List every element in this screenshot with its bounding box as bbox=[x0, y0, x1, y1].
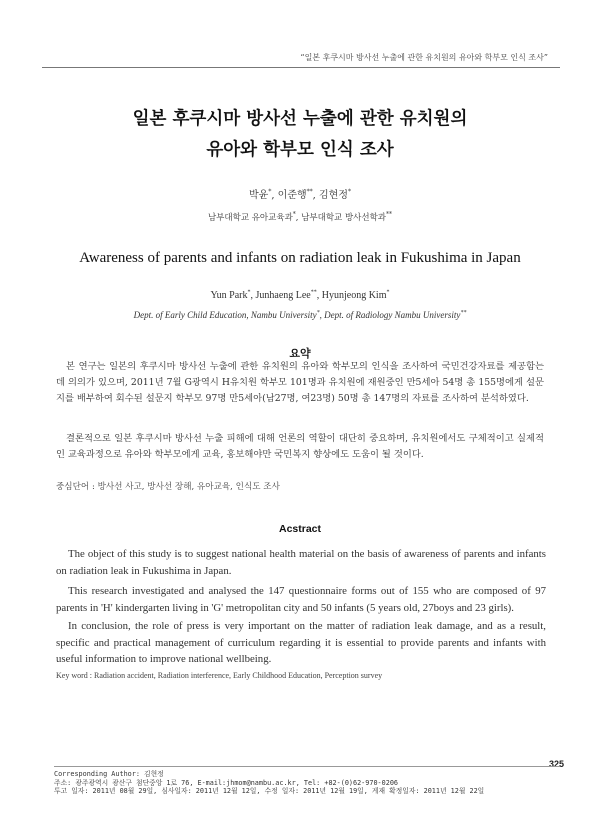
author-name: 김현정 bbox=[319, 190, 348, 201]
affiliation-1: Dept. of Early Child Education, Nambu University bbox=[133, 310, 317, 320]
affiliation-2: Dept. of Radiology Nambu University bbox=[324, 310, 461, 320]
abstract-english-paragraph-3: In conclusion, the role of press is very important on the matter of radiation leak damage, and as a result, specific and practical management of curriculum regarding it is essential to provide parents and infants with useful information to improve national wellbeing. bbox=[56, 620, 546, 665]
author-name: Hyunjeong Kim bbox=[321, 290, 387, 301]
author-mark: * bbox=[386, 289, 390, 296]
header-rule bbox=[42, 67, 560, 68]
authors-english bbox=[0, 290, 600, 301]
corresponding-author: Corresponding Author: 김현정 bbox=[54, 770, 164, 778]
author-mark: * bbox=[247, 289, 251, 296]
abstract-korean-paragraph-2: 결론적으로 일본 후쿠시마 방사선 누출 피해에 대해 언론의 역할이 대단히 중요하며, 유치원에서도 구체적이고 실제적인 교육과정으로 유아와 학부모에게 교육, 홍보해야만 국민복지 향상에도 도움이 될 것이다. bbox=[56, 433, 544, 460]
affiliation-mark: * bbox=[292, 211, 296, 219]
abstract-korean-paragraph-1: 본 연구는 일본의 후쿠시마 방사선 누출에 관한 유치원의 유아와 학부모의 인식을 조사하여 국민건강자료를 제공함는데 의의가 있으며, 2011년 7월 G광역시 H유치원 학부모 101명과 유치원에 재원중인 만5세아 54명 총 155명에게 설문지를 배부하여 회수된 설문지 학부모 97명 만5세아(남27명, 여23명) 50명 총 147명의 자료를 조사하여 분석하였다. bbox=[56, 361, 544, 404]
affiliation-separator: , bbox=[319, 310, 325, 320]
author-mark: * bbox=[268, 188, 272, 196]
author-separator: , bbox=[316, 290, 322, 301]
abstract-english-paragraph-2: This research investigated and analysed the 147 questionnaire forms out of 155 who are composed of 97 parents in 'H' kindergarten living in 'G' metropolitan city and 50 infants (5 years old, 27boys and 23 girls). bbox=[56, 585, 546, 614]
affiliations-english bbox=[0, 310, 600, 320]
author-separator: , bbox=[271, 190, 278, 201]
title-ko-line-2: 유아와 학부모 인식 조사 bbox=[206, 140, 394, 160]
author-name: Junhaeng Lee bbox=[255, 290, 311, 301]
affiliations-korean bbox=[0, 211, 600, 223]
author-mark: ** bbox=[306, 188, 313, 196]
author-name: 박윤 bbox=[248, 190, 269, 201]
author-mark: ** bbox=[310, 289, 317, 296]
authors-korean bbox=[0, 186, 600, 201]
page-number: 325 bbox=[548, 759, 564, 769]
paper-title-english: Awareness of parents and infants on radiation leak in Fukushima in Japan bbox=[79, 250, 521, 266]
submission-dates: 투고 일자: 2011년 08월 29일, 심사일자: 2011년 12월 12일, 수정 일자: 2011년 12월 19일, 게재 확정일자: 2011년 12월 22일 bbox=[54, 787, 485, 795]
running-header: “일본 후쿠시마 방사선 누출에 관한 유치원의 유아와 학부모 인식 조사” bbox=[300, 53, 548, 62]
abstract-english-paragraph-1: The object of this study is to suggest national health material on the basis of awareness of parents and infants on radiation leak in Fukushima in Japan. bbox=[56, 548, 546, 577]
affiliation-mark: ** bbox=[460, 310, 467, 316]
keywords-korean: 중심단어 : 방사선 사고, 방사선 장해, 유아교육, 인식도 조사 bbox=[56, 482, 280, 492]
keywords-english: Key word : Radiation accident, Radiation interference, Early Childhood Education, Perception survey bbox=[56, 671, 383, 680]
abstract-english-heading: Acstract bbox=[278, 523, 322, 535]
affiliation-1: 남부대학교 유아교육과 bbox=[207, 213, 293, 223]
author-name: Yun Park bbox=[210, 290, 248, 301]
author-mark: * bbox=[348, 188, 351, 196]
affiliation-2: 남부대학교 방사선학과 bbox=[301, 213, 387, 223]
paper-title-korean bbox=[0, 104, 600, 166]
affiliation-separator: , bbox=[295, 213, 302, 223]
affiliation-mark: * bbox=[316, 310, 320, 316]
affiliation-mark: ** bbox=[386, 211, 393, 219]
contact-address: 주소: 광주광역시 광산구 첨단중앙 1로 76, E-mail:jhmom@nambu.ac.kr, Tel: +82-(0)62-970-0206 bbox=[54, 778, 399, 787]
footer-correspondence bbox=[54, 766, 560, 801]
abstract-korean-heading: 요약 bbox=[289, 347, 311, 360]
author-name: 이준행 bbox=[277, 190, 307, 201]
title-ko-line-1: 일본 후쿠시마 방사선 누출에 관한 유치원의 bbox=[132, 109, 468, 129]
author-separator: , bbox=[250, 290, 256, 301]
author-separator: , bbox=[312, 190, 320, 201]
